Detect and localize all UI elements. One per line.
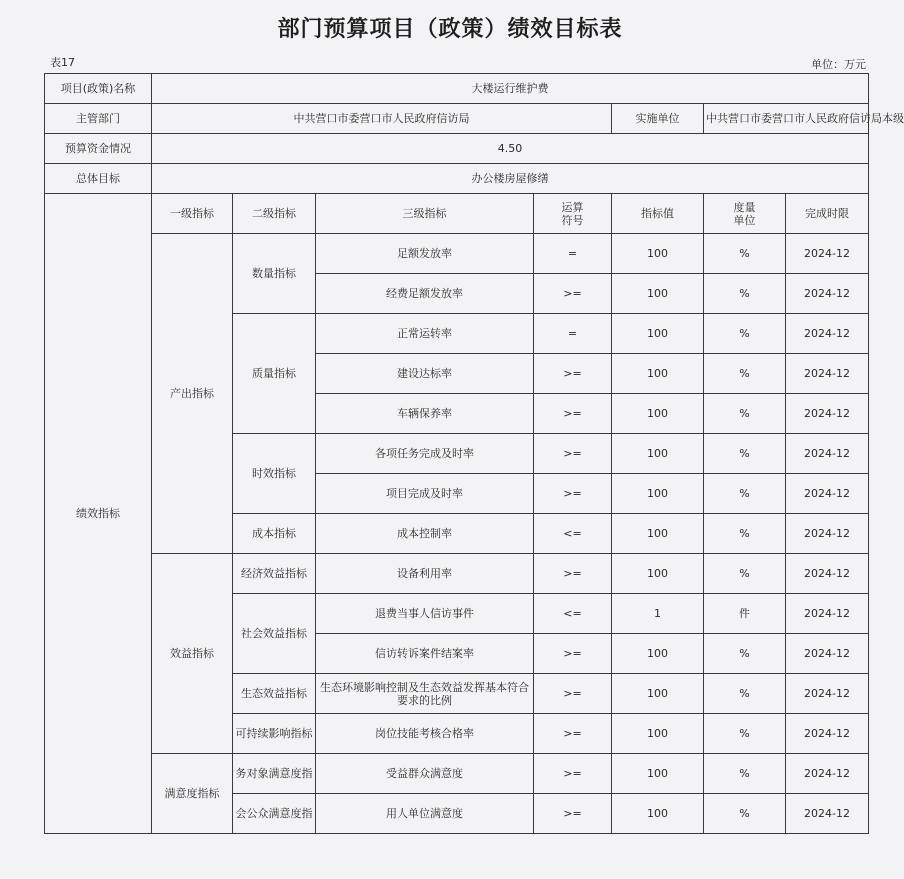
header-row <box>45 194 869 234</box>
l2-timeliness: 时效指标 <box>233 434 316 514</box>
l3-indicator: 建设达标率 <box>316 354 534 394</box>
l3-indicator: 退费当事人信访事件 <box>316 594 534 634</box>
l1-satisfaction: 满意度指标 <box>152 754 233 834</box>
deadline: 2024-12 <box>786 474 869 514</box>
header-val: 指标值 <box>612 194 704 234</box>
deadline: 2024-12 <box>786 714 869 754</box>
header-unit: 度量 单位 <box>704 194 786 234</box>
l3-indicator: 受益群众满意度 <box>316 754 534 794</box>
deadline: 2024-12 <box>786 434 869 474</box>
l2-quality: 质量指标 <box>233 314 316 434</box>
measure-unit: % <box>704 234 786 274</box>
deadline: 2024-12 <box>786 314 869 354</box>
l3-indicator: 正常运转率 <box>316 314 534 354</box>
measure-unit: % <box>704 474 786 514</box>
measure-unit: % <box>704 434 786 474</box>
target-value: 100 <box>612 514 704 554</box>
target-value: 100 <box>612 394 704 434</box>
l3-indicator: 经费足额发放率 <box>316 274 534 314</box>
target-value: 100 <box>612 234 704 274</box>
goal-value: 办公楼房屋修缮 <box>152 164 869 194</box>
operator: >= <box>534 474 612 514</box>
indicator-row <box>45 754 869 794</box>
header-l2: 二级指标 <box>233 194 316 234</box>
measure-unit: % <box>704 514 786 554</box>
operator: >= <box>534 354 612 394</box>
deadline: 2024-12 <box>786 234 869 274</box>
target-value: 100 <box>612 274 704 314</box>
target-value: 100 <box>612 714 704 754</box>
l2-service_obj: 务对象满意度指 <box>233 754 316 794</box>
header-l3: 三级指标 <box>316 194 534 234</box>
dept-value: 中共营口市委营口市人民政府信访局 <box>152 104 612 134</box>
target-value: 100 <box>612 634 704 674</box>
goal-label: 总体目标 <box>45 164 152 194</box>
header-deadline: 完成时限 <box>786 194 869 234</box>
l1-benefit: 效益指标 <box>152 554 233 754</box>
l3-indicator: 岗位技能考核合格率 <box>316 714 534 754</box>
header-op: 运算 符号 <box>534 194 612 234</box>
deadline: 2024-12 <box>786 274 869 314</box>
deadline: 2024-12 <box>786 514 869 554</box>
measure-unit: % <box>704 314 786 354</box>
l2-sustain: 可持续影响指标 <box>233 714 316 754</box>
perf-label: 绩效指标 <box>45 194 152 834</box>
operator: >= <box>534 274 612 314</box>
measure-unit: % <box>704 794 786 834</box>
measure-unit: % <box>704 274 786 314</box>
operator: = <box>534 234 612 274</box>
dept-row <box>45 104 869 134</box>
deadline: 2024-12 <box>786 354 869 394</box>
budget-value: 4.50 <box>152 134 869 164</box>
impl-value: 中共营口市委营口市人民政府信访局本级 <box>704 104 869 134</box>
deadline: 2024-12 <box>786 674 869 714</box>
project-value: 大楼运行维护费 <box>152 74 869 104</box>
operator: >= <box>534 634 612 674</box>
budget-label: 预算资金情况 <box>45 134 152 164</box>
operator: >= <box>534 754 612 794</box>
indicator-row <box>45 234 869 274</box>
l3-indicator: 信访转诉案件结案率 <box>316 634 534 674</box>
operator: >= <box>534 714 612 754</box>
l2-cost: 成本指标 <box>233 514 316 554</box>
header-l1: 一级指标 <box>152 194 233 234</box>
target-value: 100 <box>612 474 704 514</box>
l2-public: 会公众满意度指 <box>233 794 316 834</box>
indicator-row <box>45 554 869 594</box>
l3-indicator: 足额发放率 <box>316 234 534 274</box>
operator: >= <box>534 434 612 474</box>
measure-unit: % <box>704 754 786 794</box>
l2-ecology: 生态效益指标 <box>233 674 316 714</box>
target-value: 100 <box>612 754 704 794</box>
operator: = <box>534 314 612 354</box>
operator: <= <box>534 514 612 554</box>
deadline: 2024-12 <box>786 634 869 674</box>
unit-label: 单位：万元 <box>811 58 866 71</box>
deadline: 2024-12 <box>786 594 869 634</box>
measure-unit: % <box>704 714 786 754</box>
target-value: 100 <box>612 434 704 474</box>
operator: >= <box>534 394 612 434</box>
l2-quantity: 数量指标 <box>233 234 316 314</box>
project-row <box>45 74 869 104</box>
target-value: 100 <box>612 794 704 834</box>
l2-economic: 经济效益指标 <box>233 554 316 594</box>
deadline: 2024-12 <box>786 754 869 794</box>
target-value: 100 <box>612 314 704 354</box>
budget-row <box>45 134 869 164</box>
target-value: 100 <box>612 354 704 394</box>
l3-indicator: 车辆保养率 <box>316 394 534 434</box>
target-value: 100 <box>612 674 704 714</box>
deadline: 2024-12 <box>786 394 869 434</box>
l3-indicator: 成本控制率 <box>316 514 534 554</box>
deadline: 2024-12 <box>786 554 869 594</box>
l3-indicator: 项目完成及时率 <box>316 474 534 514</box>
measure-unit: % <box>704 674 786 714</box>
table-number: 表17 <box>50 56 75 69</box>
l3-indicator: 各项任务完成及时率 <box>316 434 534 474</box>
target-value: 100 <box>612 554 704 594</box>
measure-unit: % <box>704 354 786 394</box>
goal-row <box>45 164 869 194</box>
dept-label: 主管部门 <box>45 104 152 134</box>
l1-output: 产出指标 <box>152 234 233 554</box>
operator: >= <box>534 554 612 594</box>
l3-indicator: 设备利用率 <box>316 554 534 594</box>
target-value: 1 <box>612 594 704 634</box>
measure-unit: % <box>704 554 786 594</box>
l3-indicator: 用人单位满意度 <box>316 794 534 834</box>
deadline: 2024-12 <box>786 794 869 834</box>
performance-table <box>44 73 904 834</box>
page-title: 部门预算项目（政策）绩效目标表 <box>277 17 623 42</box>
measure-unit: % <box>704 634 786 674</box>
measure-unit: 件 <box>704 594 786 634</box>
operator: >= <box>534 794 612 834</box>
l3-indicator: 生态环境影响控制及生态效益发挥基本符合要求的比例 <box>316 674 534 714</box>
operator: <= <box>534 594 612 634</box>
measure-unit: % <box>704 394 786 434</box>
operator: >= <box>534 674 612 714</box>
impl-label: 实施单位 <box>612 104 704 134</box>
project-label: 项目(政策)名称 <box>45 74 152 104</box>
l2-social: 社会效益指标 <box>233 594 316 674</box>
